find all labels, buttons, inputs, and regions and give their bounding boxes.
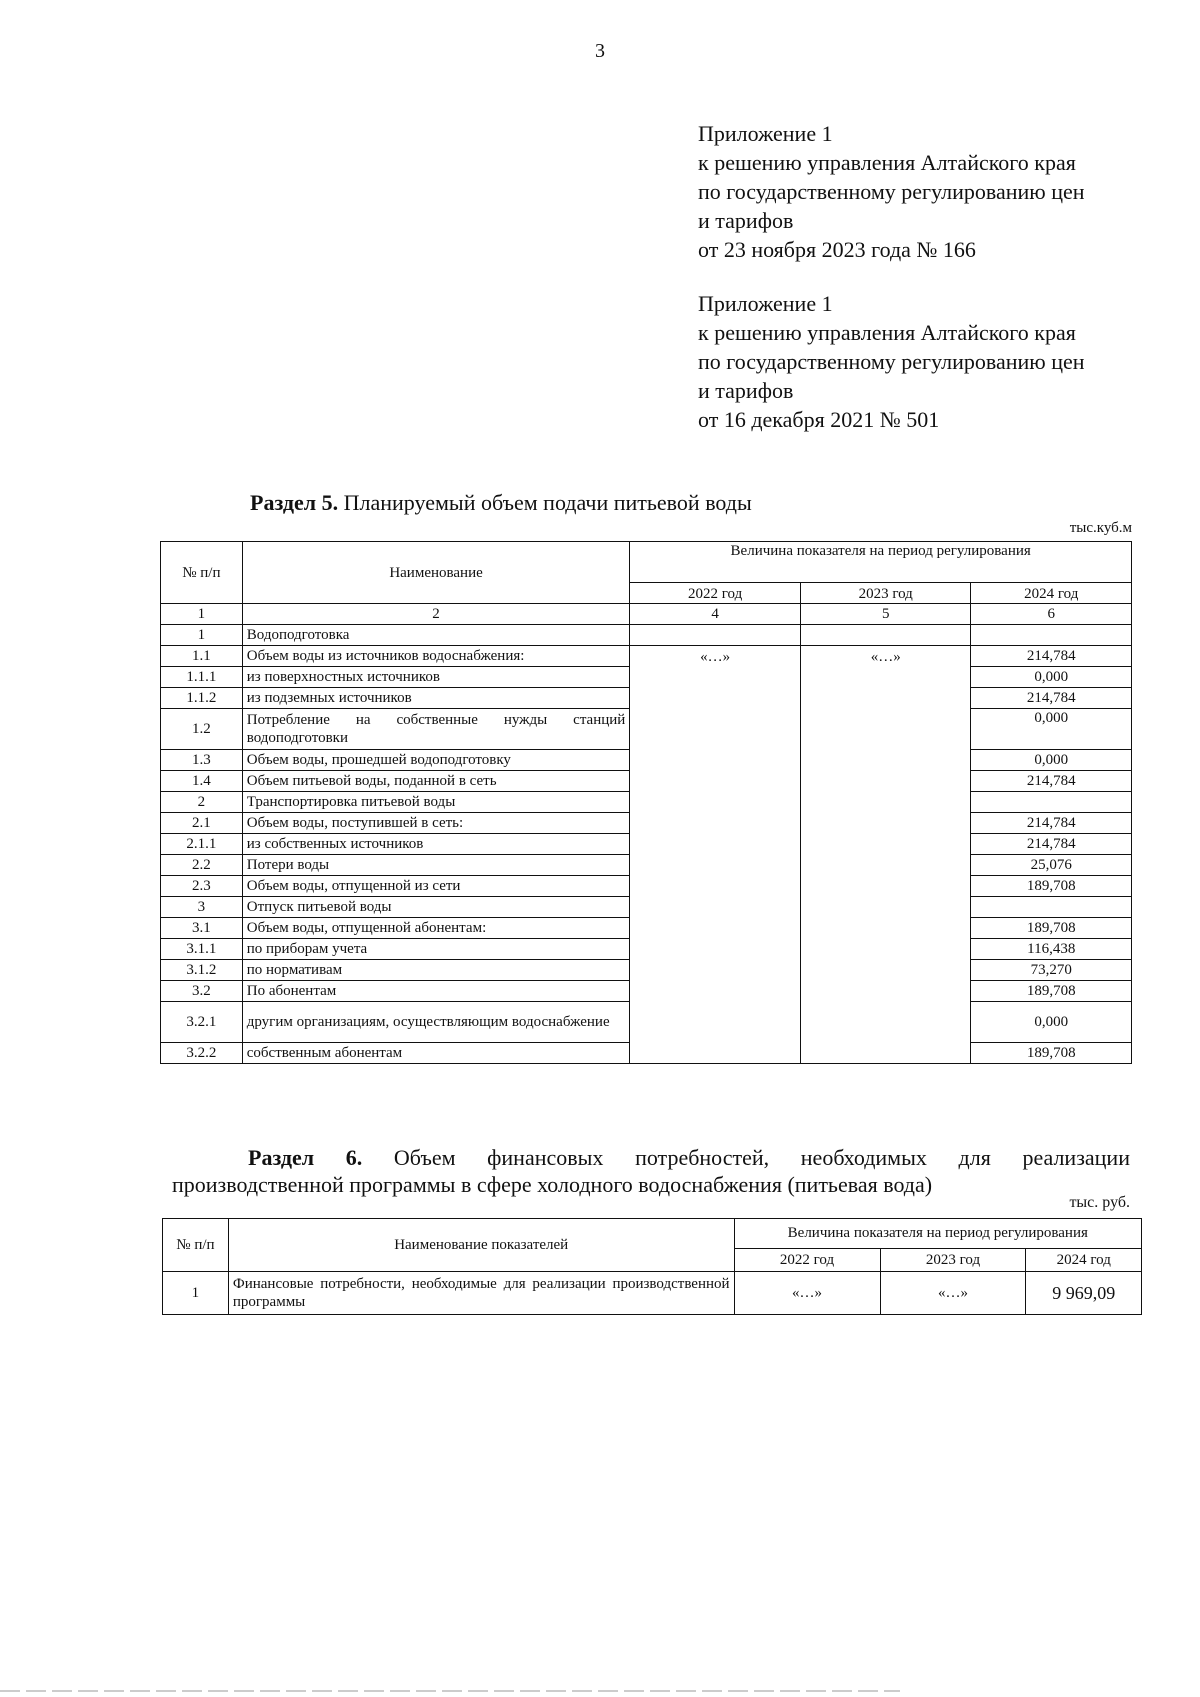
- header-year-2024: 2024 год: [971, 583, 1132, 604]
- row-name: Объем воды, прошедшей водоподготовку: [242, 750, 630, 771]
- row-value-2024: 73,270: [971, 960, 1132, 981]
- header-name: Наименование: [242, 542, 630, 604]
- col-index-5: 5: [800, 604, 971, 625]
- appendix-line: от 23 ноября 2023 года № 166: [698, 237, 976, 262]
- row-num: 1.2: [161, 709, 243, 750]
- row-name: другим организациям, осуществляющим водоснабжение: [242, 1002, 630, 1043]
- section6-title-bold: Раздел 6.: [248, 1145, 363, 1170]
- row-num: 3.1.2: [161, 960, 243, 981]
- merged-value-2023: «…»: [800, 646, 971, 1064]
- row-value-2024: [971, 792, 1132, 813]
- header-year-2023: 2023 год: [880, 1248, 1026, 1271]
- appendix-line: к решению управления Алтайского края: [698, 320, 1076, 345]
- row-value-2024: 189,708: [971, 876, 1132, 897]
- row-num: 1.3: [161, 750, 243, 771]
- row-name: собственным абонентам: [242, 1043, 630, 1064]
- empty-cell: [800, 625, 971, 646]
- row-name: Отпуск питьевой воды: [242, 897, 630, 918]
- row-value-2024: 189,708: [971, 981, 1132, 1002]
- header-period: Величина показателя на период регулирования: [734, 1219, 1141, 1249]
- row-value-2024: 116,438: [971, 939, 1132, 960]
- header-name: Наименование показателей: [228, 1219, 734, 1272]
- merged-value-2022: «…»: [630, 646, 801, 1064]
- row-name: Объем воды, отпущенной абонентам:: [242, 918, 630, 939]
- row-num: 1.1.1: [161, 667, 243, 688]
- row-name: Объем воды, отпущенной из сети: [242, 876, 630, 897]
- row-value-2024: 214,784: [971, 834, 1132, 855]
- row-name: из подземных источников: [242, 688, 630, 709]
- row-num: 3.1.1: [161, 939, 243, 960]
- row-num: 3: [161, 897, 243, 918]
- appendix-line: по государственному регулированию цен: [698, 179, 1085, 204]
- section5-table: [160, 541, 1132, 1064]
- row-value-2024: [971, 897, 1132, 918]
- section5-title-text: Планируемый объем подачи питьевой воды: [338, 490, 752, 515]
- row-value-2024: 9 969,09: [1026, 1272, 1142, 1315]
- row-value-2024: 0,000: [971, 667, 1132, 688]
- row-value-2024: 189,708: [971, 1043, 1132, 1064]
- row-name: Объем воды, поступившей в сеть:: [242, 813, 630, 834]
- row-value-2024: 0,000: [971, 709, 1132, 750]
- appendix-block-current: [698, 119, 1168, 264]
- appendix-line: от 16 декабря 2021 № 501: [698, 407, 940, 432]
- appendix-line: к решению управления Алтайского края: [698, 150, 1076, 175]
- row-value-2024: 214,784: [971, 688, 1132, 709]
- row-name: Водоподготовка: [242, 625, 630, 646]
- row-num: 2.1: [161, 813, 243, 834]
- header-num: № п/п: [163, 1219, 229, 1272]
- row-name: Транспортировка питьевой воды: [242, 792, 630, 813]
- appendix-line: и тарифов: [698, 378, 794, 403]
- row-num: 3.2.2: [161, 1043, 243, 1064]
- header-num: № п/п: [161, 542, 243, 604]
- section6-unit: тыс. руб.: [1069, 1194, 1130, 1211]
- col-index-4: 4: [630, 604, 801, 625]
- appendix-line: Приложение 1: [698, 121, 833, 146]
- section6-title: [172, 1144, 1130, 1198]
- section6-title-line2: производственной программы в сфере холодного водоснабжения (питьевая вода): [172, 1172, 933, 1197]
- row-num: 2.2: [161, 855, 243, 876]
- row-value-2023: «…»: [880, 1272, 1026, 1315]
- row-name: из собственных источников: [242, 834, 630, 855]
- row-value-2022: «…»: [734, 1272, 880, 1315]
- row-value-2024: 25,076: [971, 855, 1132, 876]
- col-index-1: 1: [161, 604, 243, 625]
- row-name: По абонентам: [242, 981, 630, 1002]
- appendix-block-original: [698, 289, 1168, 434]
- row-value-2024: 189,708: [971, 918, 1132, 939]
- row-value-2024: 214,784: [971, 771, 1132, 792]
- appendix-line: по государственному регулированию цен: [698, 349, 1085, 374]
- row-name: по нормативам: [242, 960, 630, 981]
- section5-title: [250, 490, 752, 516]
- row-num: 3.2: [161, 981, 243, 1002]
- scan-artifact: [0, 1690, 900, 1692]
- section5-unit: тыс.куб.м: [1069, 520, 1132, 536]
- row-num: 2.3: [161, 876, 243, 897]
- row-value-2024: 214,784: [971, 813, 1132, 834]
- row-num: 1: [161, 625, 243, 646]
- row-num: 2.1.1: [161, 834, 243, 855]
- row-num: 1: [163, 1272, 229, 1315]
- row-num: 3.2.1: [161, 1002, 243, 1043]
- section6-title-text: Объем финансовых потребностей, необходимых для реализации: [362, 1145, 1130, 1170]
- row-num: 1.4: [161, 771, 243, 792]
- row-num: 3.1: [161, 918, 243, 939]
- row-value-2024: [971, 625, 1132, 646]
- empty-cell: [630, 625, 801, 646]
- row-name: Объем воды из источников водоснабжения:: [242, 646, 630, 667]
- row-num: 1.1.2: [161, 688, 243, 709]
- row-name: по приборам учета: [242, 939, 630, 960]
- row-value-2024: 214,784: [971, 646, 1132, 667]
- row-name: Финансовые потребности, необходимые для реализации производственной программы: [228, 1272, 734, 1315]
- row-name: Потребление на собственные нужды станций водоподготовки: [242, 709, 630, 750]
- section6-table: [162, 1218, 1142, 1315]
- row-num: 1.1: [161, 646, 243, 667]
- row-name: из поверхностных источников: [242, 667, 630, 688]
- row-value-2024: 0,000: [971, 750, 1132, 771]
- row-value-2024: 0,000: [971, 1002, 1132, 1043]
- row-name: Объем питьевой воды, поданной в сеть: [242, 771, 630, 792]
- header-year-2022: 2022 год: [630, 583, 801, 604]
- section5-title-bold: Раздел 5.: [250, 490, 339, 515]
- appendix-line: Приложение 1: [698, 291, 833, 316]
- header-year-2023: 2023 год: [800, 583, 971, 604]
- row-name: Потери воды: [242, 855, 630, 876]
- col-index-6: 6: [971, 604, 1132, 625]
- header-year-2022: 2022 год: [734, 1248, 880, 1271]
- header-year-2024: 2024 год: [1026, 1248, 1142, 1271]
- page-number: 3: [595, 40, 605, 62]
- appendix-line: и тарифов: [698, 208, 794, 233]
- header-period: Величина показателя на период регулирования: [630, 542, 1132, 583]
- row-num: 2: [161, 792, 243, 813]
- col-index-2: 2: [242, 604, 630, 625]
